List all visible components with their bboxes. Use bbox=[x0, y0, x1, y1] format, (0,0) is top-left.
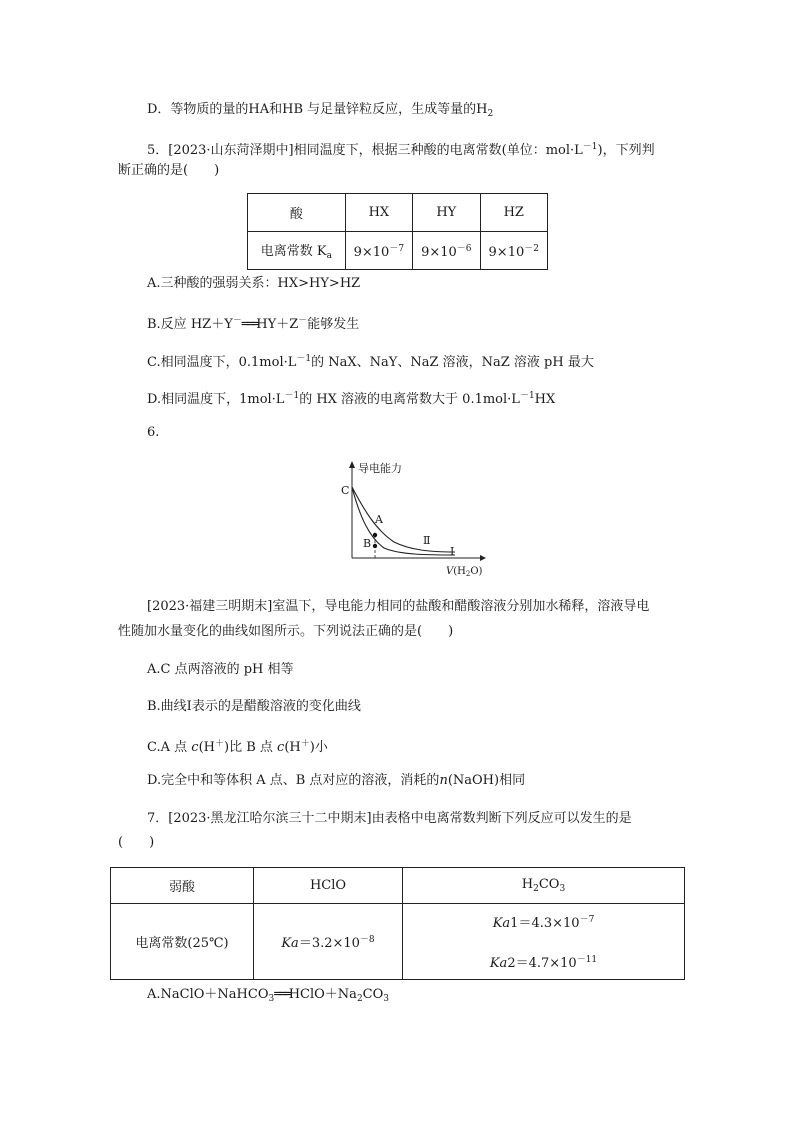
chart-curve-i-label: Ⅰ bbox=[450, 545, 455, 558]
q5-option-d: D.相同温度下，$1mol\cdot L^{-1}$的 HX 溶液的电离常数大于 $0.1mol\cdot L^{-1}HX$ bbox=[147, 391, 556, 407]
equals-arrow-icon: ═══ bbox=[241, 317, 257, 332]
q7-header-hclo: HClO bbox=[254, 868, 403, 904]
chart-point-b-label: B bbox=[363, 537, 372, 550]
q5-table-ka-hz: $9\times 10^{-2}$ bbox=[480, 232, 547, 270]
q6-option-d: D.完全中和等体积 A 点、B 点对应的溶液，消耗的n(NaOH)相同 bbox=[147, 773, 526, 788]
chart-y-label: 导电能力 bbox=[358, 462, 402, 475]
q5-ionization-table bbox=[247, 193, 548, 270]
chart-point-a bbox=[373, 533, 377, 537]
q5-table-ka-label: 电离常数 $K_a$ bbox=[248, 232, 346, 270]
q5-table-acid-hz: HZ bbox=[480, 194, 547, 232]
chart-point-b bbox=[373, 544, 377, 548]
q4-option-d: D．等物质的量的HA和HB 与足量锌粒反应，生成等量的$H_2$ bbox=[147, 102, 494, 119]
q7-header-weak-acid: 弱酸 bbox=[111, 868, 254, 904]
chart-point-c-label: C bbox=[341, 484, 350, 497]
q6-option-c: C.A 点 c(H＋)比 B 点 c(H＋)小 bbox=[147, 739, 328, 755]
chart-x-arrow-icon bbox=[480, 555, 486, 561]
chart-point-a-label: A bbox=[375, 513, 383, 526]
q7-row-label: 电离常数(25℃) bbox=[111, 904, 254, 980]
q6-option-a: A.C 点两溶液的 pH 相等 bbox=[147, 662, 294, 677]
q7-heading-line2: ( ) bbox=[118, 835, 155, 850]
q5-option-c: C.相同温度下，$0.1mol\cdot L^{-1}$的 NaX、NaY、NaZ 溶液，NaZ 溶液 pH 最大 bbox=[147, 354, 594, 370]
q7-hclo-ka: $Ka=3.2\times 10^{-8}$ bbox=[254, 904, 403, 980]
q6-stem-line1: [2023·福建三明期末]室温下，导电能力相同的盐酸和醋酸溶液分别加水稀释，溶液导电 bbox=[147, 599, 650, 614]
q5-option-a: A.三种酸的强弱关系：HX>HY>HZ bbox=[147, 276, 361, 291]
q7-heading-line1: 7．[2023·黑龙江哈尔滨三十二中期末]由表格中电离常数判断下列反应可以发生的是 bbox=[147, 811, 632, 826]
q5-table-acid-hx: HX bbox=[345, 194, 412, 232]
q5-table-acid-hy: HY bbox=[413, 194, 480, 232]
q7-h2co3-ka bbox=[403, 904, 685, 980]
q5-heading-line2: 断正确的是( ) bbox=[118, 163, 220, 178]
q7-ionization-table bbox=[110, 867, 685, 980]
equals-arrow-icon: ═══ bbox=[274, 987, 289, 1002]
q5-table-header-acid: 酸 bbox=[248, 194, 346, 232]
q5-option-b: B.反应 HZ＋Y－═══HY＋Z－能够发生 bbox=[147, 316, 360, 332]
q5-table-ka-hy: $9\times 10^{-6}$ bbox=[413, 232, 480, 270]
chart-curve-ii-label: Ⅱ bbox=[423, 534, 431, 547]
q6-stem-line2: 性随加水量变化的曲线如图所示。下列说法正确的是( ) bbox=[118, 624, 454, 639]
chart-y-arrow-icon bbox=[349, 461, 355, 468]
q7-h2co3-ka1: $Ka1=4.3\times 10^{-7}$ bbox=[492, 914, 595, 931]
q7-header-h2co3: $H_2CO_3$ bbox=[403, 868, 685, 904]
chart-x-label: $V(H_2O)$ bbox=[446, 566, 483, 578]
q5-heading-line1: 5．[2023·山东菏泽期中]相同温度下，根据三种酸的电离常数(单位：$mol\cdot L^{-1}$)，下列判 bbox=[147, 142, 655, 158]
q7-h2co3-ka2: $Ka2=4.7\times 10^{-11}$ bbox=[489, 954, 598, 971]
q6-option-b: B.曲线Ⅰ表示的是醋酸溶液的变化曲线 bbox=[147, 699, 361, 714]
q7-option-a: $A.NaClO+NaHCO_3═══HClO+Na_2CO_3$ bbox=[147, 987, 390, 1004]
q5-table-ka-hx: $9\times 10^{-7}$ bbox=[345, 232, 412, 270]
q6-number: 6. bbox=[147, 425, 160, 440]
q6-conductivity-chart bbox=[330, 458, 490, 578]
